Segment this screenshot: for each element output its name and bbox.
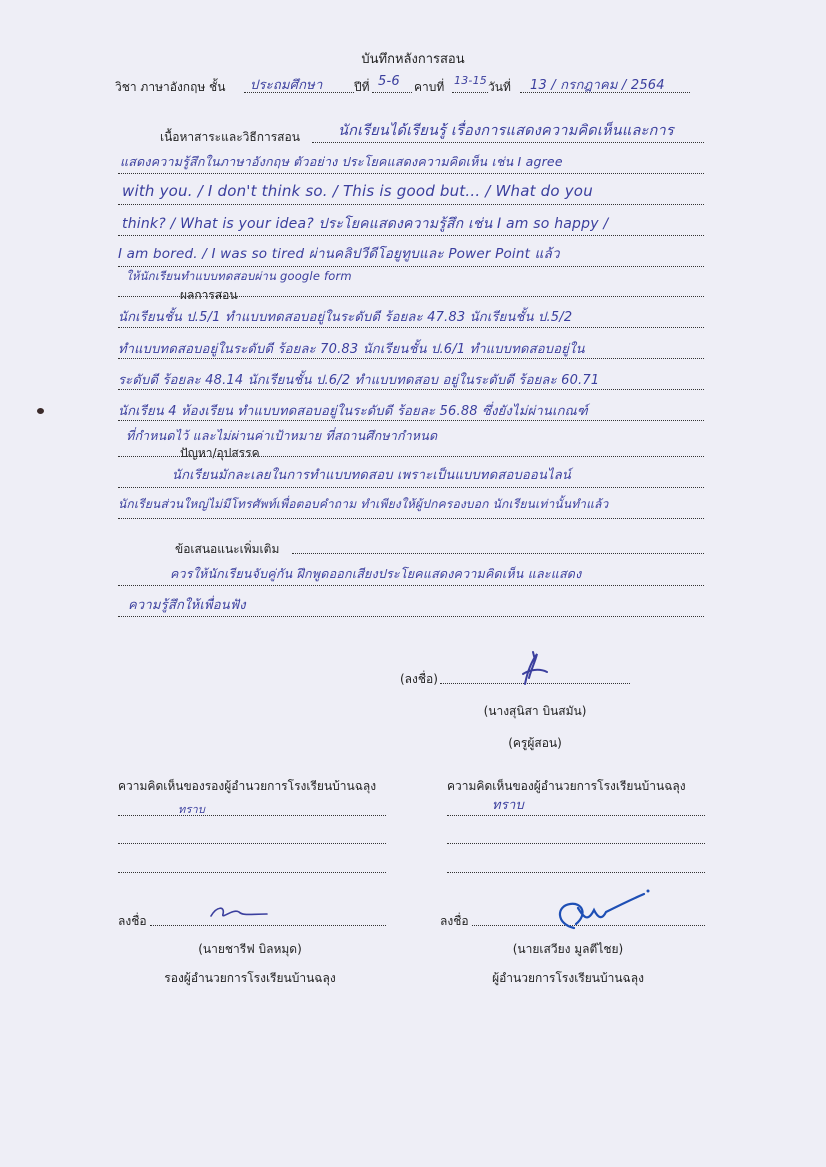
director-role: ผู้อำนวยการโรงเรียนบ้านฉลุง bbox=[492, 971, 644, 985]
margin-ink-spot bbox=[37, 408, 44, 414]
result-line: นักเรียนชั้น ป.5/1 ทำแบบทดสอบอยู่ในระดับดี ร้อยละ 47.83 นักเรียนชั้น ป.5/2 bbox=[118, 310, 573, 325]
director-sign-label: ลงชื่อ bbox=[440, 914, 469, 928]
subject-label: วิชา ภาษาอังกฤษ ชั้น bbox=[115, 80, 226, 94]
content-line: ให้นักเรียนทำแบบทดสอบผ่าน google form bbox=[126, 269, 352, 283]
teacher-signature bbox=[505, 648, 555, 688]
result-line: ทำแบบทดสอบอยู่ในระดับดี ร้อยละ 70.83 นักเรียนชั้น ป.6/1 ทำแบบทดสอบอยู่ใน bbox=[118, 342, 585, 357]
problem-line: นักเรียนส่วนใหญ่ไม่มีโทรศัพท์เพื่อตอบคำถาม ทำเพียงให้ผู้ปกครองบอก นักเรียนเท่านั้นทำแล้ว bbox=[118, 497, 609, 511]
date-value: 13 / กรกฎาคม / 2564 bbox=[530, 78, 665, 93]
year-label: ปีที่ bbox=[354, 80, 370, 94]
year-value: 5-6 bbox=[378, 74, 400, 89]
period-label: คาบที่ bbox=[414, 80, 445, 94]
deputy-opinion-label: ความคิดเห็นของรองผู้อำนวยการโรงเรียนบ้านฉลุง bbox=[118, 779, 377, 793]
suggestion-line: ความรู้สึกให้เพื่อนฟัง bbox=[128, 598, 246, 613]
day-label: วันที่ bbox=[488, 80, 511, 94]
content-label: เนื้อหาสาระและวิธีการสอน bbox=[160, 130, 300, 144]
content-line: with you. / I don't think so. / This is good but... / What do you bbox=[122, 182, 593, 200]
result-line: ที่กำหนดไว้ และไม่ผ่านค่าเป้าหมาย ที่สถานศึกษากำหนด bbox=[126, 428, 438, 443]
deputy-name: (นายชารีฟ บิลหมุด) bbox=[198, 942, 302, 956]
teacher-role: (ครูผู้สอน) bbox=[508, 736, 562, 750]
director-opinion-label: ความคิดเห็นของผู้อำนวยการโรงเรียนบ้านฉลุง bbox=[447, 779, 686, 793]
teacher-name: (นางสุนิสา บินสมัน) bbox=[483, 704, 587, 718]
director-opinion-value: ทราบ bbox=[492, 798, 524, 813]
document-title: บันทึกหลังการสอน bbox=[361, 52, 465, 67]
level-value: ประถมศึกษา bbox=[250, 78, 323, 93]
problem-label: ปัญหา/อุปสรรค bbox=[180, 446, 260, 460]
result-label: ผลการสอน bbox=[180, 288, 238, 302]
director-signature bbox=[548, 888, 658, 938]
content-line: think? / What is your idea? ประโยคแสดงความรู้สึก เช่น I am so happy / bbox=[122, 216, 609, 232]
content-line: I am bored. / I was so tired ผ่านคลิปวีดีโอยูทูบและ Power Point แล้ว bbox=[118, 246, 560, 262]
deputy-opinion-value: ทราบ bbox=[178, 803, 206, 816]
result-line: ระดับดี ร้อยละ 48.14 นักเรียนชั้น ป.6/2 ทำแบบทดสอบ อยู่ในระดับดี ร้อยละ 60.71 bbox=[118, 373, 600, 388]
deputy-signature bbox=[205, 900, 275, 924]
problem-line: นักเรียนมักละเลยในการทำแบบทดสอบ เพราะเป็นแบบทดสอบออนไลน์ bbox=[172, 468, 572, 483]
deputy-sign-label: ลงชื่อ bbox=[118, 914, 147, 928]
deputy-role: รองผู้อำนวยการโรงเรียนบ้านฉลุง bbox=[164, 971, 336, 985]
result-line: นักเรียน 4 ห้องเรียน ทำแบบทดสอบอยู่ในระดับดี ร้อยละ 56.88 ซึ่งยังไม่ผ่านเกณฑ์ bbox=[118, 404, 588, 419]
content-line: แสดงความรู้สึกในภาษาอังกฤษ ตัวอย่าง ประโยคแสดงความคิดเห็น เช่น I agree bbox=[120, 154, 563, 169]
director-name: (นายเสวียง มูลตีไชย) bbox=[512, 942, 624, 956]
period-value: 13-15 bbox=[454, 74, 487, 87]
content-line: นักเรียนได้เรียนรู้ เรื่องการแสดงความคิดเห็นและการ bbox=[338, 123, 674, 139]
suggestion-line: ควรให้นักเรียนจับคู่กัน ฝึกพูดออกเสียงประโยคแสดงความคิดเห็น และแสดง bbox=[170, 566, 582, 581]
suggestion-label: ข้อเสนอแนะเพิ่มเติม bbox=[175, 542, 280, 556]
teacher-sign-label: (ลงชื่อ) bbox=[400, 672, 438, 686]
